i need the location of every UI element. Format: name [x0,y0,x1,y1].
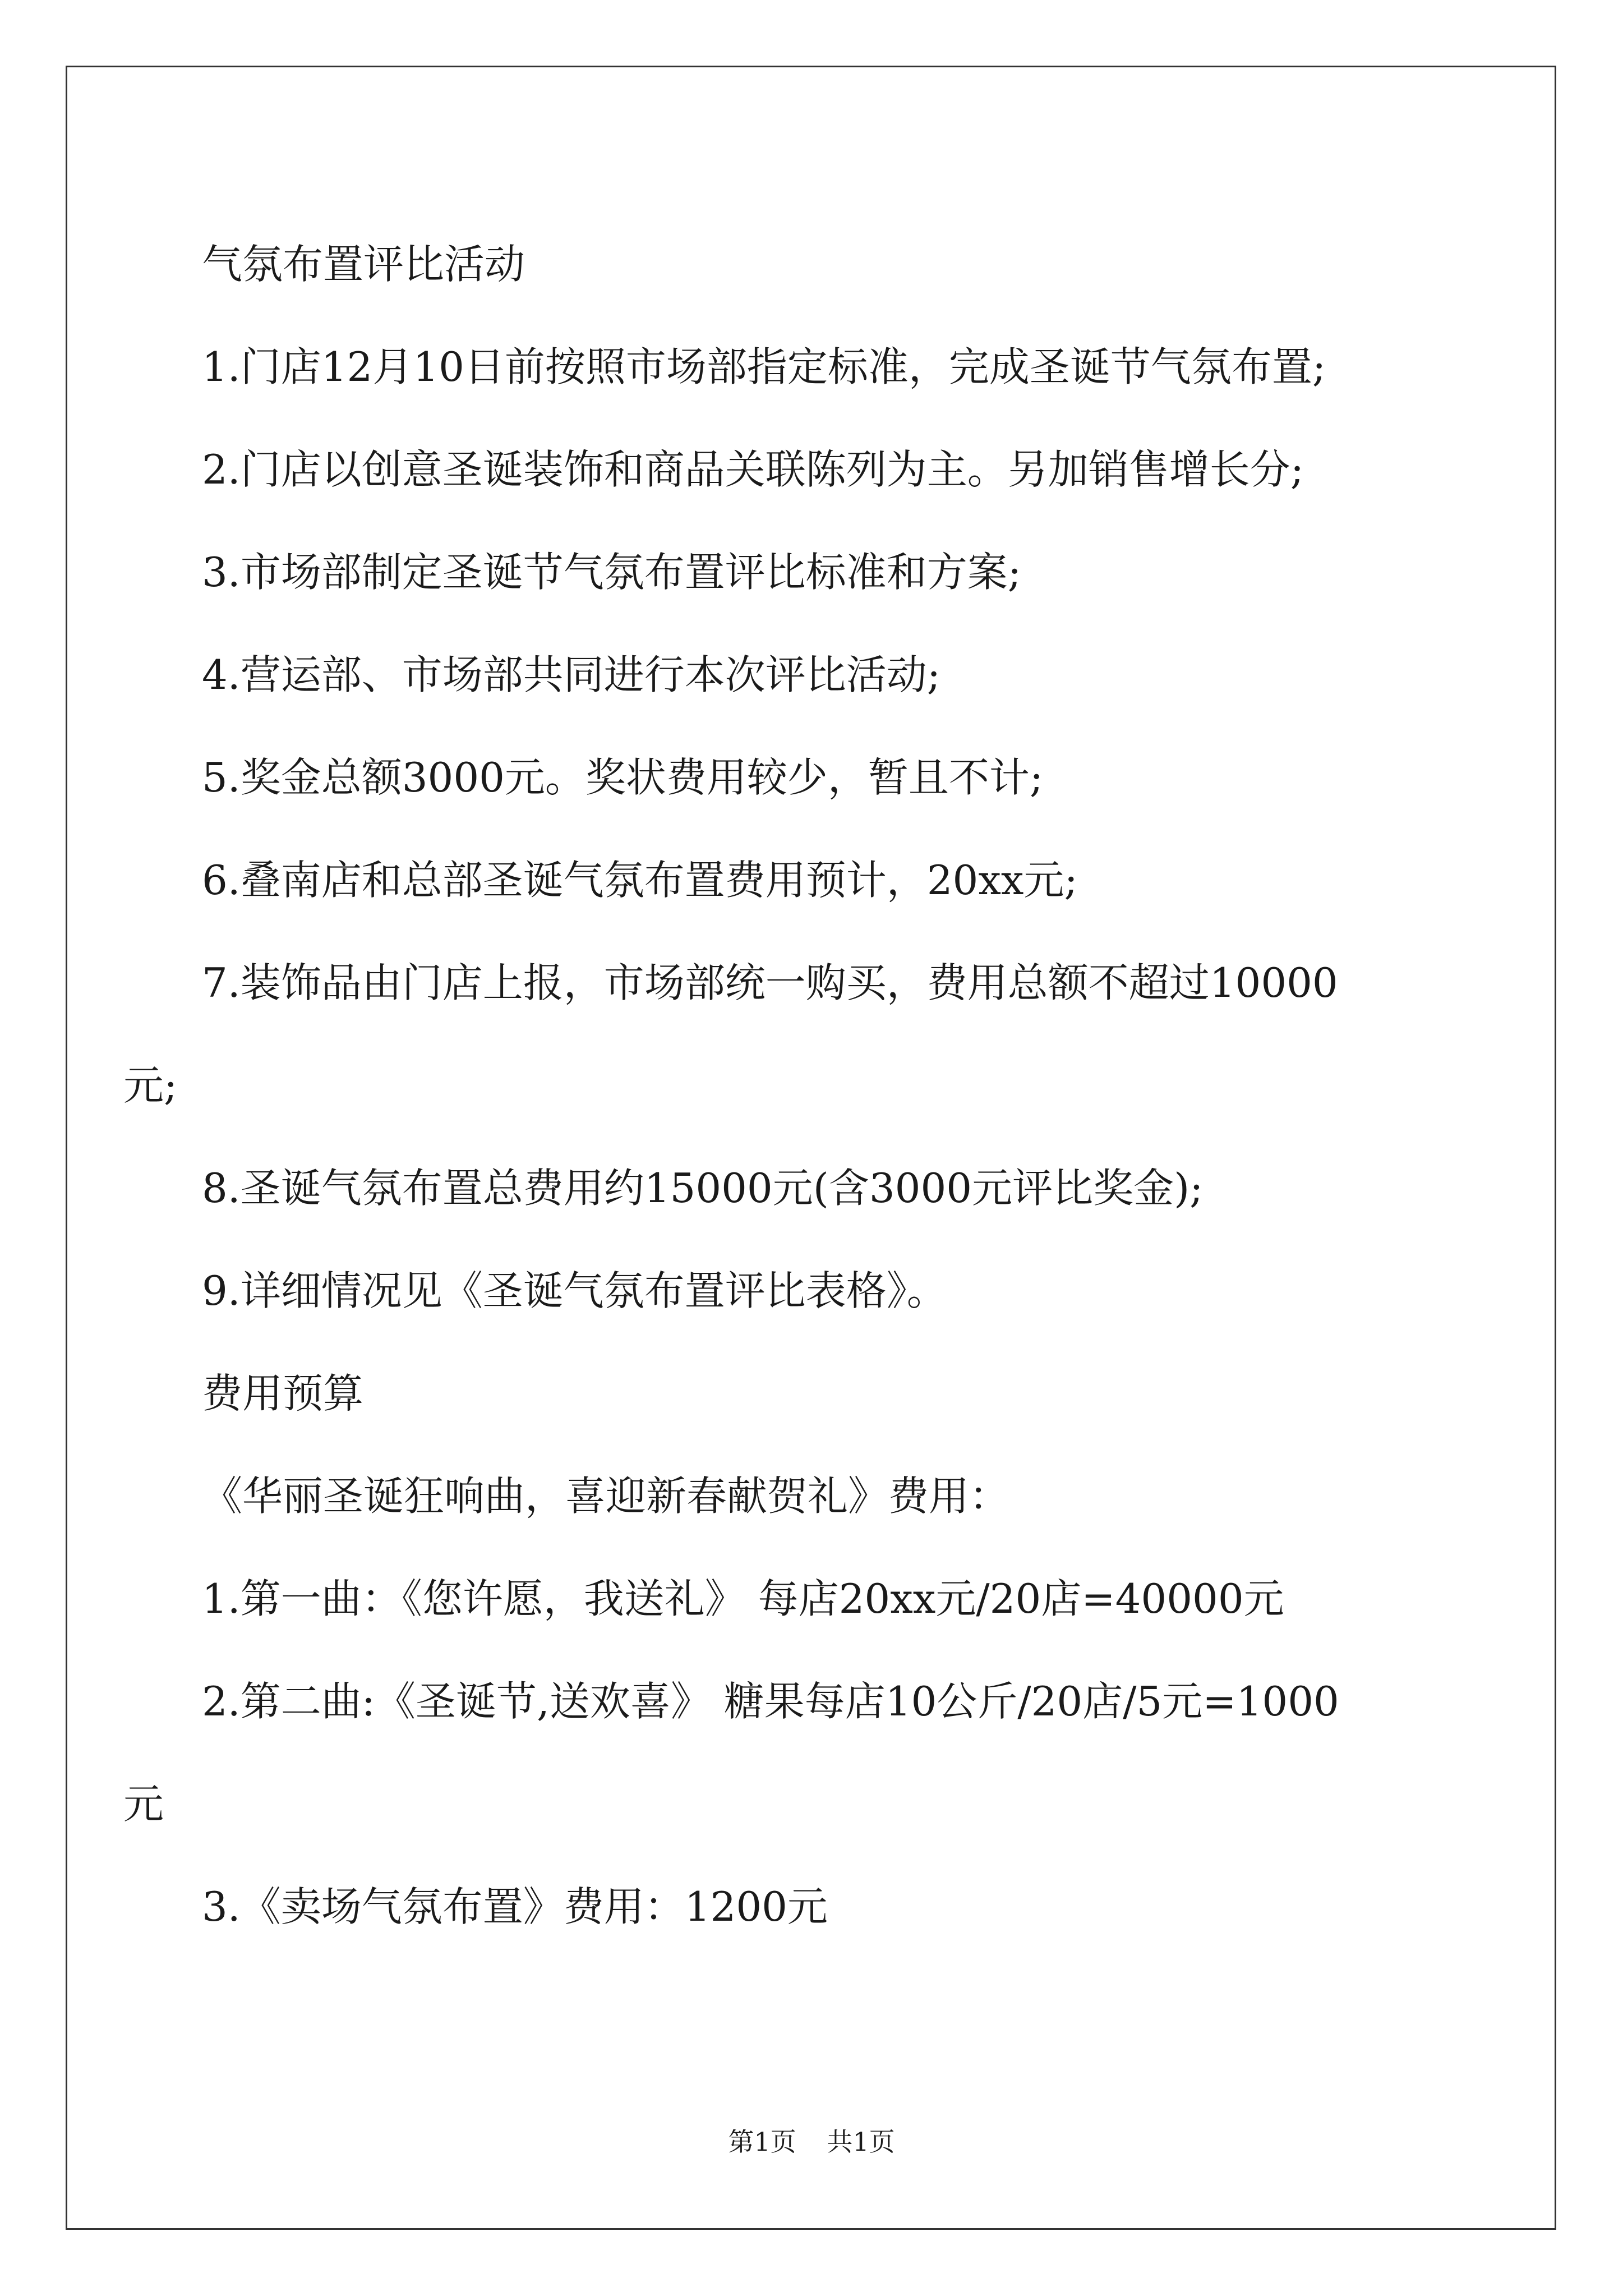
budget-item-continuation: 元 [123,1780,164,1828]
list-item-continuation: 元; [123,1062,178,1109]
list-item: 6.叠南店和总部圣诞气氛布置费用预计，20xx元; [202,857,1078,904]
page-number: 第1页 [728,2127,796,2157]
list-item: 4.营运部、市场部共同进行本次评比活动; [202,651,940,698]
section-heading: 气氛布置评比活动 [202,241,525,288]
page-footer [0,2122,1623,2159]
budget-item: 2.第二曲:《圣诞节,送欢喜》 糖果每店10公斤/20店/5元=1000 [202,1678,1339,1725]
budget-item: 3.《卖场气氛布置》费用：1200元 [202,1883,828,1930]
list-item: 7.装饰品由门店上报，市场部统一购买，费用总额不超过10000 [202,959,1338,1006]
document-body [123,213,1424,1958]
list-item: 8.圣诞气氛布置总费用约15000元(含3000元评比奖金); [202,1165,1204,1212]
page-total: 共1页 [827,2127,895,2157]
list-item: 1.门店12月10日前按照市场部指定标准，完成圣诞节气氛布置; [202,343,1326,390]
budget-item: 1.第一曲：《您许愿，我送礼》 每店20xx元/20店=40000元 [202,1575,1284,1622]
budget-intro: 《华丽圣诞狂响曲，喜迎新春献贺礼》费用： [202,1473,1010,1520]
section-heading: 费用预算 [202,1370,364,1417]
list-item: 9.详细情况见《圣诞气氛布置评比表格》。 [202,1267,947,1314]
list-item: 5.奖金总额3000元。奖状费用较少，暂且不计; [202,754,1044,801]
list-item: 2.门店以创意圣诞装饰和商品关联陈列为主。另加销售增长分; [202,446,1304,493]
list-item: 3.市场部制定圣诞节气氛布置评比标准和方案; [202,549,1021,596]
